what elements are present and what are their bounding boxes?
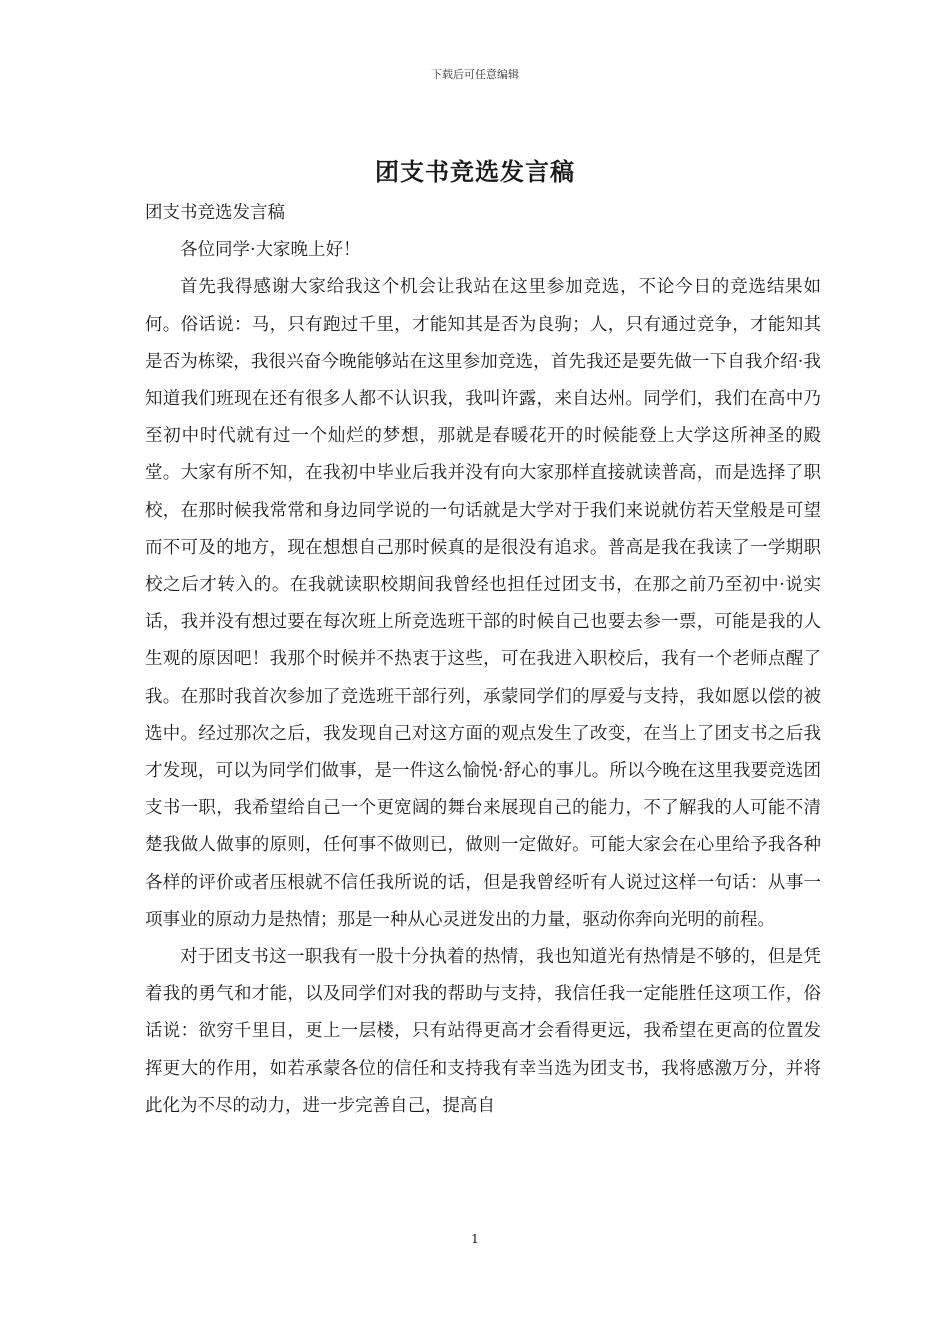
body-paragraph: 首先我得感谢大家给我这个机会让我站在这里参加竞选，不论今日的竞选结果如何。俗话说：马，只有跑过千里，才能知其是否为良驹；人，只有通过竞争，才能知其是否为栋梁，我很兴奋今晚能够站在这里参加竞选，首先我还是要先做一下自我介绍·我知道我们班现在还有很多人都不认识我，我叫许露，来自达州。同学们，我们在高中乃至初中时代就有过一个灿烂的梦想，那就是春暖花开的时候能登上大学这所神圣的殿堂。大家有所不知，在我初中毕业后我并没有向大家那样直接就读普高，而是选择了职校，在那时候我常常和身边同学说的一句话就是大学对于我们来说就仿若天堂般是可望而不可及的地方，现在想想自己那时候真的是很没有追求。普高是我在我读了一学期职校之后才转入的。在我就读职校期间我曾经也担任过团支书，在那之前乃至初中·说实话，我并没有想过要在每次班上所竞选班干部的时候自己也要去参一票，可能是我的人生观的原因吧！我那个时候并不热衷于这些，可在我进入职校后，我有一个老师点醒了我。在那时我首次参加了竞选班干部行列，承蒙同学们的厚爱与支持，我如愿以偿的被选中。经过那次之后，我发现自己对这方面的观点发生了改变，在当上了团支书之后我才发现，可以为同学们做事，是一件这么愉悦·舒心的事儿。所以今晚在这里我要竞选团支书一职，我希望给自己一个更宽阔的舞台来展现自己的能力，不了解我的人可能不清楚我做人做事的原则，任何事不做则已，做则一定做好。可能大家会在心里给予我各种各样的评价或者压根就不信任我所说的话，但是我曾经听有人说过这样一句话：从事一项事业的原动力是热情；那是一种从心灵迸发出的力量，驱动你奔向光明的前程。 — [145, 277, 821, 930]
greeting-line: 各位同学·大家晚上好！ — [180, 240, 361, 261]
document-title: 团支书竞选发言稿 — [375, 157, 575, 186]
page-number: 1 — [471, 1232, 479, 1246]
body-paragraph: 对于团支书这一职我有一股十分执着的热情，我也知道光有热情是不够的，但是凭着我的勇气和才能，以及同学们对我的帮助与支持，我信任我一定能胜任这项工作，俗话说：欲穷千里目，更上一层楼，只有站得更高才会看得更远，我希望在更高的位置发挥更大的作用，如若承蒙各位的信任和支持我有幸当选为团支书，我将感激万分，并将此化为不尽的动力，进一步完善自己，提高自 — [145, 947, 821, 1116]
document-subtitle: 团支书竞选发言稿 — [145, 203, 285, 223]
header-note: 下载后可任意编辑 — [431, 68, 519, 81]
document-body — [145, 195, 821, 1125]
